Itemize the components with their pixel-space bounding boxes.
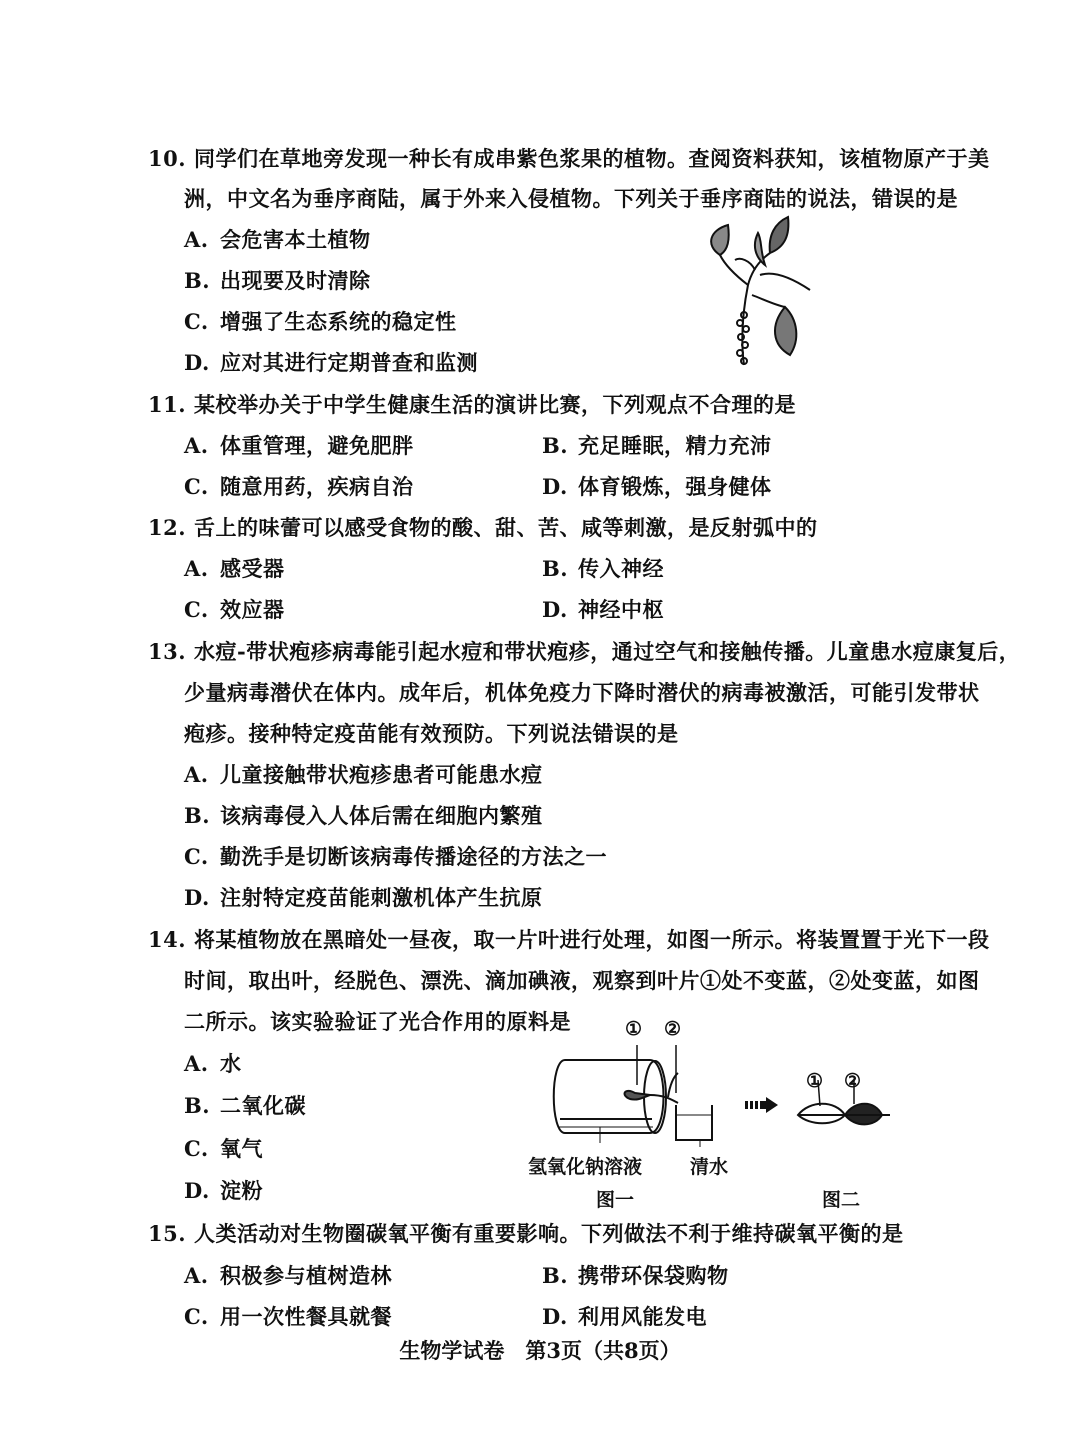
figure-1-water-label: 清水 [690,1156,729,1178]
q15-line1 [148,1218,904,1248]
q13-option-c: C. 勤洗手是切断该病毒传播途径的方法之一 [184,844,607,869]
q10-option-a: A. 会危害本土植物 [184,227,371,252]
figure-2-mark-2: ② [844,1070,862,1092]
q10-option-d: D. 应对其进行定期普查和监测 [184,350,478,375]
arrow-right-icon [745,1095,779,1115]
q13-stem-2: 少量病毒潜伏在体内。成年后，机体免疫力下降时潜伏的病毒被激活，可能引发带状 [184,680,980,705]
q12-option-d: D. 神经中枢 [542,597,664,622]
figure-1-caption: 图一 [596,1189,635,1211]
q14-stem-3: 二所示。该实验验证了光合作用的原料是 [184,1009,571,1034]
q13-stem-3: 疱疹。接种特定疫苗能有效预防。下列说法错误的是 [184,721,679,746]
q14-option-c: C. 氧气 [184,1136,263,1161]
q11-line1 [148,389,796,419]
q12-option-b: B. 传入神经 [542,556,664,581]
q11-option-b: B. 充足睡眠，精力充沛 [542,433,772,458]
q14-number: 14. [148,927,187,952]
figure-2-caption: 图二 [822,1189,861,1211]
q10-number: 10. [148,146,187,171]
figure-1-mark-1: ① [625,1018,643,1040]
q14-stem-1: 将某植物放在黑暗处一昼夜，取一片叶进行处理，如图一所示。将装置置于光下一段 [194,927,990,952]
q14-option-b: B. 二氧化碳 [184,1093,306,1118]
q11-number: 11. [148,392,187,417]
q12-option-c: C. 效应器 [184,597,285,622]
q15-option-d: D. 利用风能发电 [542,1304,707,1329]
q13-option-a: A. 儿童接触带状疱疹患者可能患水痘 [184,762,543,787]
q12-number: 12. [148,515,187,540]
q13-stem-1: 水痘-带状疱疹病毒能引起水痘和带状疱疹，通过空气和接触传播。儿童患水痘康复后， [194,639,1021,664]
q15-option-b: B. 携带环保袋购物 [542,1263,729,1288]
q12-option-a: A. 感受器 [184,556,285,581]
q15-option-c: C. 用一次性餐具就餐 [184,1304,392,1329]
q13-option-d: D. 注射特定疫苗能刺激机体产生抗原 [184,885,543,910]
q12-line1 [148,512,818,542]
figure-1-naoh-label: 氢氧化钠溶液 [528,1156,643,1178]
q10-option-c: C. 增强了生态系统的稳定性 [184,309,457,334]
q10-option-b: B. 出现要及时清除 [184,268,371,293]
q14-stem-2: 时间，取出叶，经脱色、漂洗、滴加碘液，观察到叶片①处不变蓝，②处变蓝，如图 [184,968,980,993]
q14-option-a: A. 水 [184,1051,242,1076]
q11-stem: 某校举办关于中学生健康生活的演讲比赛，下列观点不合理的是 [194,392,797,417]
q13-option-b: B. 该病毒侵入人体后需在细胞内繁殖 [184,803,543,828]
q15-option-a: A. 积极参与植树造林 [184,1263,392,1288]
q10-stem-2: 洲，中文名为垂序商陆，属于外来入侵植物。下列关于垂序商陆的说法，错误的是 [184,186,958,211]
q11-option-a: A. 体重管理，避免肥胖 [184,433,414,458]
q11-option-c: C. 随意用药，疾病自治 [184,474,414,499]
page-footer: 生物学试卷 第3页（共8页） [399,1338,681,1363]
q13-number: 13. [148,639,187,664]
q14-line1 [148,924,990,954]
q11-option-d: D. 体育锻炼，强身健体 [542,474,772,499]
q10-stem-1: 同学们在草地旁发现一种长有成串紫色浆果的植物。查阅资料获知，该植物原产于美 [194,146,990,171]
q13-line1 [148,636,1020,666]
figure-2-mark-1: ① [806,1070,824,1092]
figure-1-mark-2: ② [664,1018,682,1040]
q15-stem: 人类活动对生物圈碳氧平衡有重要影响。下列做法不利于维持碳氧平衡的是 [194,1221,904,1246]
q12-stem: 舌上的味蕾可以感受食物的酸、甜、苦、咸等刺激，是反射弧中的 [194,515,818,540]
q10-line1 [148,143,990,173]
q15-number: 15. [148,1221,187,1246]
q14-option-d: D. 淀粉 [184,1178,263,1203]
pokeweed-illustration [700,215,830,375]
